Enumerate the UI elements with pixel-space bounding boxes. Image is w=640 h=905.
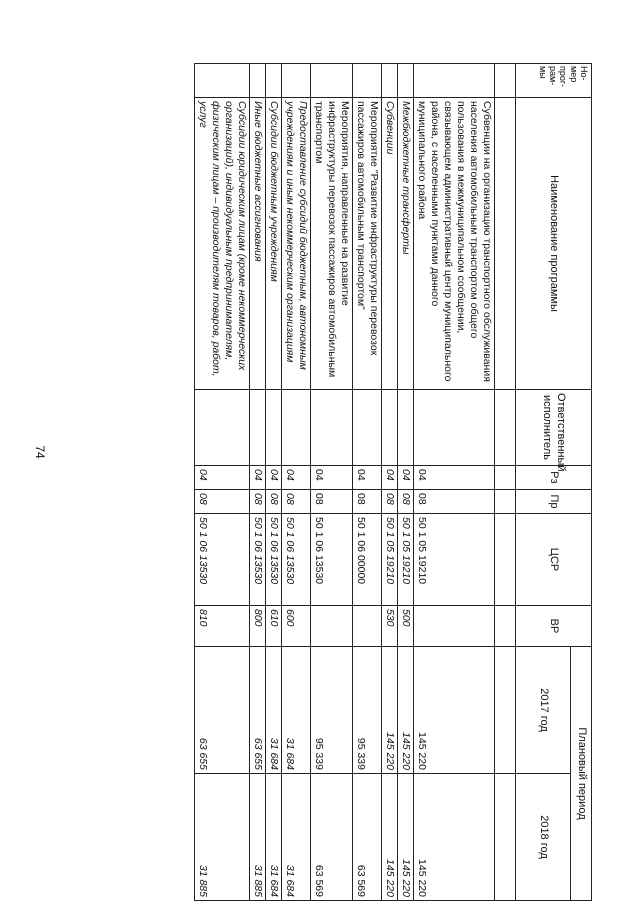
rz-cell: 04 xyxy=(381,466,397,490)
pr-cell: 08 xyxy=(281,490,310,514)
table-row xyxy=(310,64,352,901)
program-number-cell xyxy=(381,64,397,98)
vr-cell: 600 xyxy=(281,606,310,647)
executor-cell xyxy=(310,390,352,466)
col-csr: ЦСР xyxy=(516,514,592,606)
amount-2018-cell: 31 885 xyxy=(249,774,265,901)
executor-cell xyxy=(352,390,381,466)
page-number: 74 xyxy=(33,445,47,459)
pr-cell: 08 xyxy=(310,490,352,514)
amount-2017-cell: 145 220 xyxy=(381,647,397,774)
table-row xyxy=(352,64,381,901)
executor-cell xyxy=(265,390,281,466)
vr-cell: 610 xyxy=(265,606,281,647)
rz-cell: 04 xyxy=(249,466,265,490)
executor-cell xyxy=(281,390,310,466)
table-row xyxy=(381,64,397,901)
program-number-cell xyxy=(281,64,310,98)
amount-2018-cell: 31 885 xyxy=(194,774,249,901)
col-pr: Пр xyxy=(516,490,592,514)
rz-cell: 04 xyxy=(397,466,413,490)
rz-cell: 04 xyxy=(352,466,381,490)
vr-cell xyxy=(352,606,381,647)
program-name-cell: Межбюджетные трансферты xyxy=(397,98,413,390)
pr-cell: 08 xyxy=(194,490,249,514)
vr-cell xyxy=(413,606,494,647)
csr-cell: 50 1 05 19210 xyxy=(381,514,397,606)
executor-cell xyxy=(194,390,249,466)
amount-2018-cell: 145 220 xyxy=(381,774,397,901)
executor-cell xyxy=(397,390,413,466)
rz-cell: 04 xyxy=(265,466,281,490)
table-row xyxy=(194,64,249,901)
header-spacer-row xyxy=(495,64,516,901)
vr-cell xyxy=(310,606,352,647)
col-program-name: Наименование программы xyxy=(516,98,592,390)
pr-cell: 08 xyxy=(249,490,265,514)
csr-cell: 50 1 06 13530 xyxy=(281,514,310,606)
col-rz: Рз xyxy=(516,466,592,490)
program-number-cell xyxy=(397,64,413,98)
program-name-cell: Субсидии юридическим лицам (кроме некоммерческих организаций), индивидуальным предпринимателям, физическим лицам – производителям товаров, работ, услуг xyxy=(194,98,249,390)
program-number-cell xyxy=(352,64,381,98)
table-row xyxy=(397,64,413,901)
table-header xyxy=(495,64,592,901)
vr-cell: 530 xyxy=(381,606,397,647)
rz-cell: 04 xyxy=(310,466,352,490)
amount-2017-cell: 63 655 xyxy=(194,647,249,774)
amount-2018-cell: 31 684 xyxy=(281,774,310,901)
col-executor: Ответственный исполнитель xyxy=(516,390,592,466)
program-number-cell xyxy=(265,64,281,98)
amount-2017-cell: 31 684 xyxy=(265,647,281,774)
program-name-cell: Мероприятие "Развитие инфраструктуры перевозок пассажиров автомобильным транспортом" xyxy=(352,98,381,390)
pr-cell: 08 xyxy=(352,490,381,514)
program-name-cell: Субвенции xyxy=(381,98,397,390)
pr-cell: 08 xyxy=(381,490,397,514)
table-row xyxy=(249,64,265,901)
table-body xyxy=(194,64,494,901)
amount-2017-cell: 95 339 xyxy=(352,647,381,774)
executor-cell xyxy=(381,390,397,466)
vr-cell: 500 xyxy=(397,606,413,647)
executor-cell xyxy=(249,390,265,466)
rz-cell: 04 xyxy=(413,466,494,490)
col-vr: ВР xyxy=(516,606,592,647)
table-row xyxy=(281,64,310,901)
pr-cell: 08 xyxy=(397,490,413,514)
program-number-cell xyxy=(194,64,249,98)
amount-2017-cell: 145 220 xyxy=(397,647,413,774)
col-year-2018: 2018 год xyxy=(516,774,571,901)
csr-cell: 50 1 05 19210 xyxy=(413,514,494,606)
amount-2017-cell: 31 684 xyxy=(281,647,310,774)
program-number-cell xyxy=(413,64,494,98)
amount-2018-cell: 145 220 xyxy=(397,774,413,901)
program-name-cell: Предоставление субсидий бюджетным, автономным учреждениям и иным некоммерческим организациям xyxy=(281,98,310,390)
amount-2018-cell: 145 220 xyxy=(413,774,494,901)
csr-cell: 50 1 06 13530 xyxy=(265,514,281,606)
program-name-cell: Субвенции на организацию транспортного обслуживания населения автомобильным транспортом общего пользования в межмуниципальном сообщении, связывающем административный центр муниципального района, с населенными пунктами данного муниципального района xyxy=(413,98,494,390)
csr-cell: 50 1 06 00000 xyxy=(352,514,381,606)
pr-cell: 08 xyxy=(265,490,281,514)
amount-2018-cell: 63 569 xyxy=(310,774,352,901)
amount-2018-cell: 31 684 xyxy=(265,774,281,901)
col-program-number: Но-мер прог-рам-мы xyxy=(516,64,592,98)
amount-2018-cell: 63 569 xyxy=(352,774,381,901)
csr-cell: 50 1 05 19210 xyxy=(397,514,413,606)
amount-2017-cell: 145 220 xyxy=(413,647,494,774)
rotated-page-content xyxy=(68,63,592,900)
program-name-cell: Субсидии бюджетным учреждениям xyxy=(265,98,281,390)
vr-cell: 800 xyxy=(249,606,265,647)
program-name-cell: Иные бюджетные ассигнования xyxy=(249,98,265,390)
budget-table xyxy=(194,63,592,901)
program-number-cell xyxy=(249,64,265,98)
col-planned-period: Плановый период xyxy=(571,647,592,901)
amount-2017-cell: 95 339 xyxy=(310,647,352,774)
rz-cell: 04 xyxy=(281,466,310,490)
vr-cell: 810 xyxy=(194,606,249,647)
table-row xyxy=(265,64,281,901)
rz-cell: 04 xyxy=(194,466,249,490)
amount-2017-cell: 63 655 xyxy=(249,647,265,774)
executor-cell xyxy=(413,390,494,466)
program-number-cell xyxy=(310,64,352,98)
col-year-2017: 2017 год xyxy=(516,647,571,774)
table-row xyxy=(413,64,494,901)
csr-cell: 50 1 06 13530 xyxy=(249,514,265,606)
csr-cell: 50 1 06 13530 xyxy=(310,514,352,606)
pr-cell: 08 xyxy=(413,490,494,514)
program-name-cell: Мероприятия, направленные на развитие инфраструктуры перевозок пассажиров автомобильным транспортом xyxy=(310,98,352,390)
csr-cell: 50 1 06 13530 xyxy=(194,514,249,606)
